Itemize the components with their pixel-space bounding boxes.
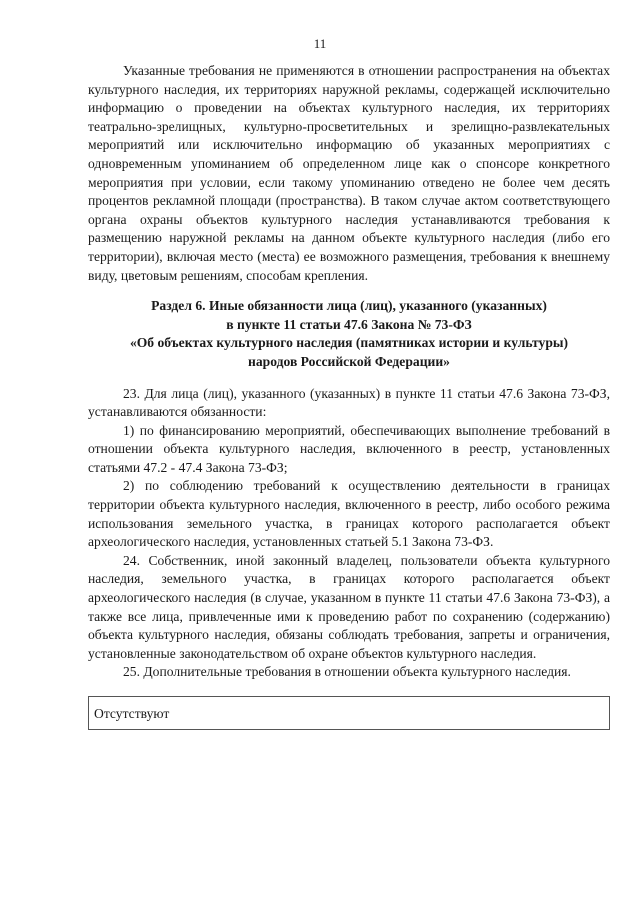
section-heading-line-3: «Об объектах культурного наследия (памятниках истории и культуры) — [129, 335, 569, 351]
paragraph-23: 23. Для лица (лиц), указанного (указанных) в пункте 11 статьи 47.6 Закона 73-ФЗ, устанавливаются обязанности: — [88, 385, 610, 420]
paragraph-25: 25. Дополнительные требования в отношении объекта культурного наследия. — [123, 664, 571, 680]
section-heading-line-1: Раздел 6. Иные обязанности лица (лиц), указанного (указанных) — [151, 298, 547, 314]
page-number: 11 — [313, 36, 327, 51]
paragraph-23-item-2: 2) по соблюдению требований к осуществлению деятельности в границах территории объекта культурного наследия, включенного в реестр, либо особого режима использования земельного участка, в границах которого располагается объект археологического наследия, установленных статьей 5.1 Закона 73-ФЗ. — [88, 478, 610, 550]
section-heading-line-4: народов Российской Федерации» — [248, 353, 450, 369]
paragraph-24: 24. Собственник, иной законный владелец, пользователи объекта культурного наследия, земельного участка, в границах которого располагается объект археологического наследия (в случае, указанном в пункте 11 статьи 47.6 Закона 73-ФЗ), а также все лица, привлеченные ими к проведению работ по сохранению (содержанию) объекта культурного наследия, обязаны соблюдать требования, запреты и ограничения, установленные законодательством об охране объектов культурного наследия. — [88, 552, 610, 661]
section-heading — [88, 297, 610, 371]
section-heading-line-2: в пункте 11 статьи 47.6 Закона № 73-ФЗ — [226, 316, 472, 332]
additional-requirements-box — [88, 696, 610, 730]
additional-requirements-value: Отсутствуют — [94, 706, 170, 721]
paragraph-23-item-1: 1) по финансированию мероприятий, обеспечивающих выполнение требований в отношении объекта культурного наследия, включенного в реестр, установленных статьями 47.2 - 47.4 Закона 73-ФЗ; — [88, 422, 610, 475]
document-body — [88, 62, 610, 730]
intro-paragraph: Указанные требования не применяются в отношении распространения на объектах культурного наследия, их территориях наружной рекламы, содержащей исключительно информацию о проведении на объектах культурного наследия, их территориях театрально-зрелищных, культурно-просветительных и зрелищно-развлекательных мероприятий или исключительно информацию об указанных мероприятиях с одновременным упоминанием об определенном лице как о спонсоре конкретного мероприятия при условии, если такому упоминанию отведено не более чем десять процентов рекламной площади (пространства). В таком случае актом соответствующего органа охраны объектов культурного наследия устанавливаются требования к размещению наружной рекламы на данном объекте культурного наследия (либо его территории), включая место (места) ее возможного размещения, требования к внешнему виду, цветовым решениям, способам крепления. — [88, 63, 610, 283]
